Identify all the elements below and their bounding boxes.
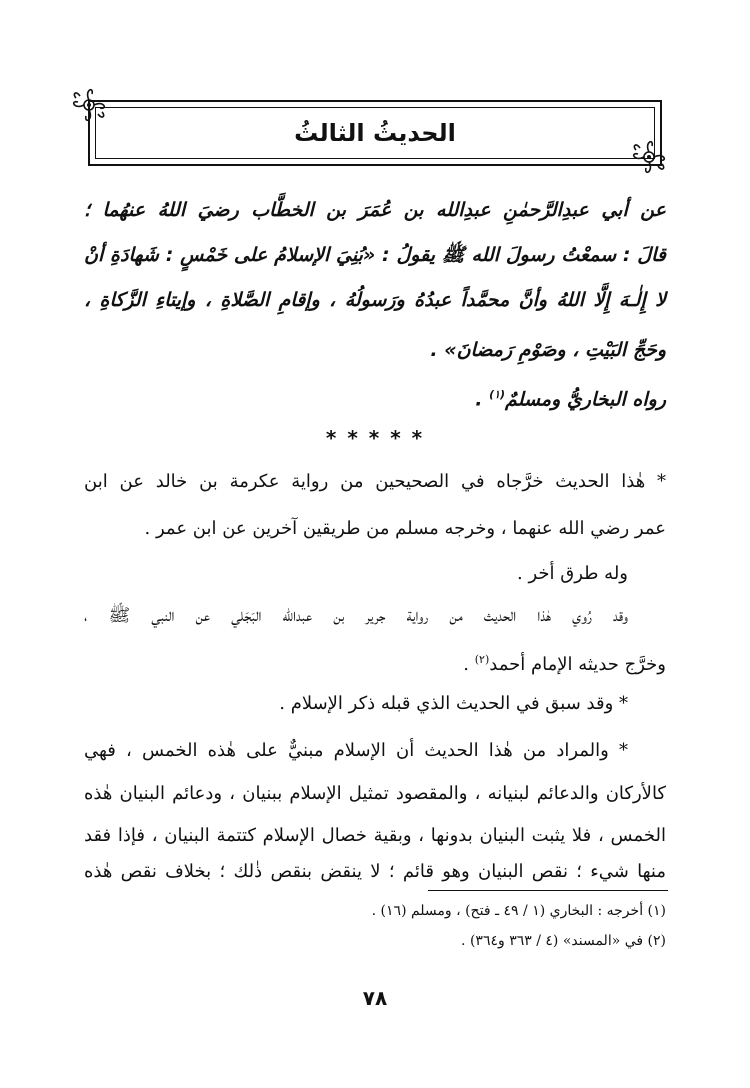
hadith-line: لا إِلٰـهَ إِلَّا اللهُ وأنَّ محمَّداً عبدُهُ ورَسولُهُ ، وإقامِ الصَّلاةِ ، وإيتاءِ الزَّكاةِ ، xyxy=(84,289,666,311)
body-line: وله طرق أخر . xyxy=(517,563,628,584)
section-divider: * * * * * xyxy=(325,426,425,450)
body-line xyxy=(84,646,666,679)
body-line: الخمس ، فلا يثبت البنيان بدونها ، وبقية خصال الإسلام كتتمة البنيان ، فإذا فقد xyxy=(84,825,666,846)
body-line: * والمراد من هٰذا الحديث أن الإسلام مبنيٌّ على هٰذه الخمس ، فهي xyxy=(84,740,628,761)
body-line: * وقد سبق في الحديث الذي قبله ذكر الإسلام . xyxy=(279,693,628,714)
body-line: كالأركان والدعائم لبنيانه ، والمقصود تمثيل الإسلام ببنيان ، ودعائم البنيان هٰذه xyxy=(84,783,666,804)
footnote: (٢) في «المسند» (٤ / ٣٦٣ و٣٦٤) . xyxy=(461,933,666,949)
body-line: منها شيء ؛ نقص البنيان وهو قائم ؛ لا ينقض بنقص ذٰلك ؛ بخلاف نقص هٰذه xyxy=(84,861,666,882)
body-line: عمر رضي الله عنهما ، وخرجه مسلم من طريقين آخرين عن ابن عمر . xyxy=(144,518,666,539)
chapter-title: الحديثُ الثالثُ xyxy=(294,119,456,147)
body-line-text: وخرَّج حديثه الإمام أحمد xyxy=(489,654,666,675)
floral-ornament-icon xyxy=(626,134,672,180)
footnote-divider xyxy=(428,890,668,891)
hadith-line: عن أبي عبدِالرَّحمٰنِ عبدِالله بن عُمَرَ بن الخطَّاب رضيَ اللهُ عنهُما ؛ xyxy=(84,199,666,221)
narration-text: رواه البخاريُّ ومسلمٌ xyxy=(505,388,666,411)
hadith-line: وحَجِّ البَيْتِ ، وصَوْمِ رَمضانَ» . xyxy=(430,339,666,361)
narration-line xyxy=(84,381,666,413)
hadith-line: قالَ : سمعْتُ رسولَ الله ﷺ يقولُ : «بُنِيَ الإسلامُ على خَمْسٍ : شَهادَةِ أنْ xyxy=(84,244,666,266)
page-number: ٧٨ xyxy=(362,986,388,1010)
body-line-end: . xyxy=(463,654,470,675)
footnote-ref: (١) xyxy=(489,388,506,401)
body-line: وقد رُوي هٰذا الحديث من رواية جرير بن عبدالله البَجَلي عن النبي ﷺ ، xyxy=(84,605,628,626)
narration-end: . xyxy=(475,388,483,411)
footnote-ref: (٢) xyxy=(474,653,490,666)
chapter-title-frame xyxy=(88,100,662,166)
body-line: * هٰذا الحديث خرَّجاه في الصحيحين من رواية عكرمة بن خالد عن ابن xyxy=(84,471,666,492)
footnote: (١) أخرجه : البخاري (١ / ٤٩ ـ فتح) ، ومسلم (١٦) . xyxy=(371,903,666,919)
chapter-title-inner-frame xyxy=(95,107,655,159)
floral-ornament-icon xyxy=(66,82,112,128)
